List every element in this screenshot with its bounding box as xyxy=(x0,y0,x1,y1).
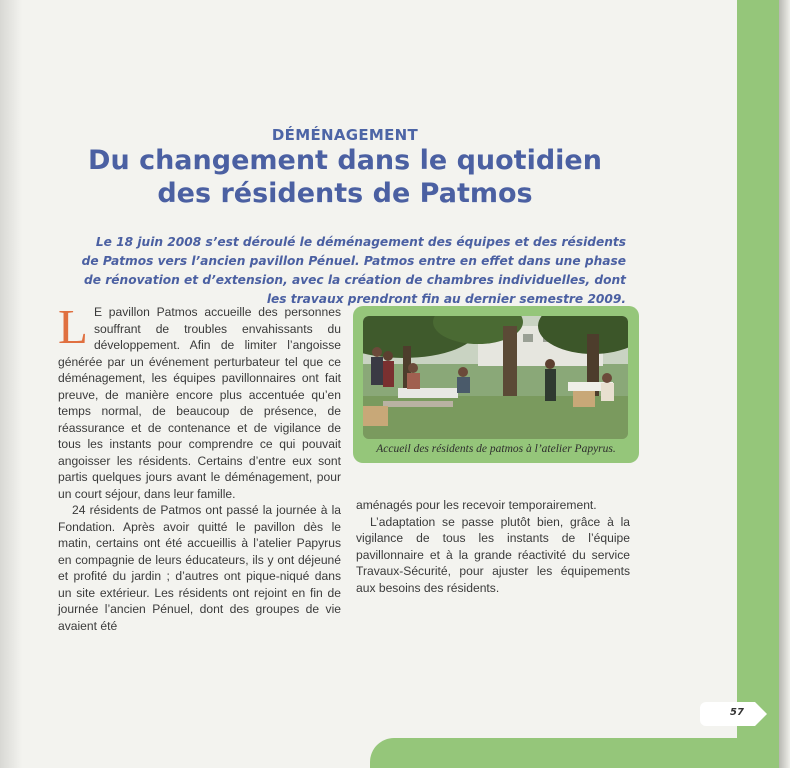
paragraph-1-text: E pavillon Patmos accueille des personnes souffrant de troubles envahissants du développement. Afin de limiter l’angoisse générée par un événement perturbateur tel que ce déménagement, les équipes pavillonnaires ont fait preuve, de manière encore plus accentuée qu’en temps normal, de beaucoup de présence, de réassurance et de contenance et de vigilance de tous les instants pour comprendre ce qui pouvait angoisser les résidents. Certains d’entre eux sont partis quelques jours avant le déménagement, pour un court séjour, dans leur famille. xyxy=(58,305,341,501)
paragraph-3: aménagés pour les recevoir temporairement. xyxy=(356,498,597,512)
green-bottom-band xyxy=(370,738,779,768)
page-number: 57 xyxy=(730,707,744,718)
article-title xyxy=(0,144,690,210)
article-lead: Le 18 juin 2008 s’est déroulé le déménagement des équipes et des résidents de Patmos vers l’ancien pavillon Pénuel. Patmos entre en effet dans une phase de rénovation et d’extension, avec la création de chambres individuelles, dont les travaux prendront fin au dernier semestre 2009. xyxy=(81,235,626,306)
page-gutter-shadow xyxy=(0,0,22,768)
garden-photo xyxy=(363,316,628,439)
title-line-2: des résidents de Patmos xyxy=(157,178,533,209)
paragraph-4: L’adaptation se passe plutôt bien, grâce à la vigilance de tous les instants de l’équipe pavillonnaire et à la grande réactivité du service Travaux-Sécurité, pour ajuster les équipements aux besoins des résidents. xyxy=(356,514,630,595)
section-kicker: DÉMÉNAGEMENT xyxy=(271,126,419,144)
body-column-right xyxy=(356,497,630,596)
photo-caption: Accueil des résidents de patmos à l’atelier Papyrus. xyxy=(376,443,616,455)
title-line-1: Du changement dans le quotidien xyxy=(88,145,602,176)
body-column-left xyxy=(58,299,341,634)
page-number-tab xyxy=(700,702,755,726)
page-edge xyxy=(779,0,790,768)
paragraph-1 xyxy=(58,299,341,502)
paragraph-2: 24 résidents de Patmos ont passé la journée à la Fondation. Après avoir quitté le pavillon dès le matin, certains ont été accueillis à l’atelier Papyrus en compagnie de leurs éducateurs, ils y ont déjeuné et profité du jardin ; d’autres ont pique-niqué dans un site extérieur. Les résidents ont rejoint en fin de journée l’ancien Pénuel, dont des groupes de vie avaient été xyxy=(58,503,341,633)
green-side-band xyxy=(737,0,779,768)
drop-cap: L xyxy=(58,299,88,354)
